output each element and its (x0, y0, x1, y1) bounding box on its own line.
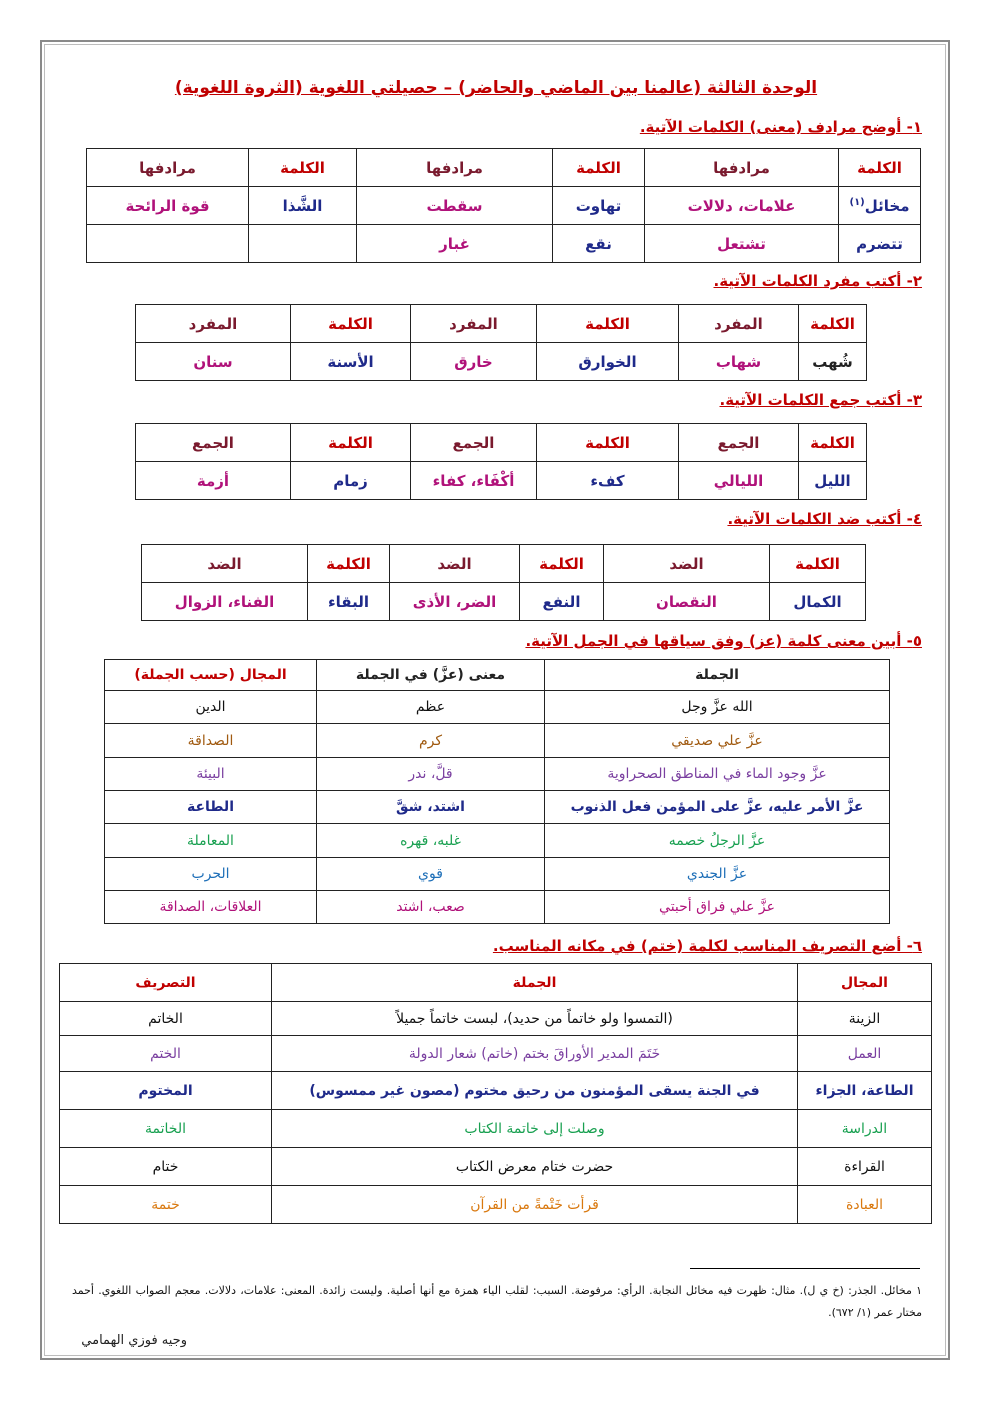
header-cell: الكلمة (839, 149, 921, 187)
word-cell: كفء (537, 462, 679, 500)
answer-cell: أزمة (136, 462, 291, 500)
header-cell: المفرد (411, 305, 537, 343)
table-row (105, 724, 890, 758)
answer-cell: الضر، الأذى (390, 583, 520, 621)
word-cell: تتضرم (839, 225, 921, 263)
header-cell: الكلمة (799, 305, 867, 343)
header-cell: الضد (604, 545, 770, 583)
header-cell: الكلمة (537, 305, 679, 343)
header-cell: الكلمة (249, 149, 357, 187)
footnote: ١ مخائل. الجذر: (خ ي ل). مثال: ظهرت فيه مخائل النجابة. الرأي: مرفوضة. السبب: لقلب الياء همزة مع أنها أصلية. وليست زائدة. المعنى: علامات، دلالات. معجم الصواب اللغوي. أحمد مختار عمر (١/ ٦٧٢). (72, 1284, 922, 1319)
form-cell: ختام (60, 1148, 272, 1186)
table-row (136, 343, 867, 381)
meaning-cell: قلَّ، ندر (317, 758, 545, 791)
q3-table (135, 423, 867, 500)
header-cell: الجملة (272, 964, 798, 1002)
domain-cell: الطاعة (105, 791, 317, 824)
meaning-cell: اشتد، شقَّ (317, 791, 545, 824)
header-cell: المجال (حسب الجملة) (105, 660, 317, 691)
answer-cell: شهاب (679, 343, 799, 381)
word-cell: الشَّذا (249, 187, 357, 225)
header-cell: الجمع (136, 424, 291, 462)
domain-cell: الطاعة، الجزاء (798, 1072, 932, 1110)
header-cell: الجمع (411, 424, 537, 462)
form-cell: الخاتمة (60, 1110, 272, 1148)
table-row (105, 691, 890, 724)
domain-cell: المعاملة (105, 824, 317, 858)
table-header-row (142, 545, 866, 583)
word-cell: مخائل$^{(١)}$ (839, 187, 921, 225)
domain-cell: الصداقة (105, 724, 317, 758)
table-row (87, 187, 921, 225)
domain-cell: العمل (798, 1036, 932, 1072)
author-signature: وجيه فوزي الهمامي (81, 1333, 187, 1348)
footnote-divider (690, 1268, 920, 1269)
domain-cell: البيئة (105, 758, 317, 791)
header-cell: الكلمة (799, 424, 867, 462)
q6-heading: ٦- أضع التصريف المناسب لكلمة (ختم) في مكانه المناسب. (492, 937, 922, 955)
table-row (105, 891, 890, 924)
word-cell: الأسنة (291, 343, 411, 381)
table-header-row (105, 660, 890, 691)
word-cell: الخوارق (537, 343, 679, 381)
table-header-row (60, 964, 932, 1002)
footnote-ref[interactable]: (١) (849, 196, 865, 208)
header-cell: التصريف (60, 964, 272, 1002)
table-row (60, 1002, 932, 1036)
answer-cell: الليالي (679, 462, 799, 500)
header-cell: مرادفها (87, 149, 249, 187)
header-cell: مرادفها (645, 149, 839, 187)
sentence-cell: الله عزَّ وجل (545, 691, 890, 724)
sentence-cell: عزَّ الجندي (545, 858, 890, 891)
q4-heading: ٤- أكتب ضد الكلمات الآتية. (727, 510, 922, 528)
answer-cell: علامات، دلالات (645, 187, 839, 225)
domain-cell: القراءة (798, 1148, 932, 1186)
answer-cell: غبار (357, 225, 553, 263)
header-cell: الكلمة (553, 149, 645, 187)
header-cell: الجملة (545, 660, 890, 691)
answer-cell: تشتعل (645, 225, 839, 263)
answer-cell: خارق (411, 343, 537, 381)
q2-heading: ٢- أكتب مفرد الكلمات الآتية. (713, 272, 922, 290)
header-cell: مرادفها (357, 149, 553, 187)
word-cell: البقاء (308, 583, 390, 621)
page-title: الوحدة الثالثة (عالمنا بين الماضي والحاضر) – حصيلتي اللغوية (الثروة اللغوية) (174, 78, 818, 98)
form-cell: المختوم (60, 1072, 272, 1110)
word-cell: زمام (291, 462, 411, 500)
answer-cell (87, 225, 249, 263)
sentence-cell: عزَّ علي صديقي (545, 724, 890, 758)
word-cell (249, 225, 357, 263)
header-cell: الكلمة (537, 424, 679, 462)
table-row (60, 1072, 932, 1110)
q5-table (104, 659, 890, 924)
q6-table (59, 963, 932, 1224)
table-row (105, 791, 890, 824)
table-header-row (87, 149, 921, 187)
q5-heading: ٥- أبين معنى كلمة (عز) وفق سياقها في الجمل الآتية. (525, 632, 922, 650)
answer-cell: أكْفَاء، كفاء (411, 462, 537, 500)
word-cell: تهاوت (553, 187, 645, 225)
form-cell: الخاتم (60, 1002, 272, 1036)
word-cell: الكمال (770, 583, 866, 621)
q1-heading: ١- أوضح مرادف (معنى) الكلمات الآتية. (639, 118, 922, 136)
table-row (142, 583, 866, 621)
table-row (105, 758, 890, 791)
q3-heading: ٣- أكتب جمع الكلمات الآتية. (719, 391, 922, 409)
table-row (105, 858, 890, 891)
meaning-cell: عظم (317, 691, 545, 724)
header-cell: الكلمة (291, 305, 411, 343)
sentence-cell: عزَّ الرجلُ خصمه (545, 824, 890, 858)
word-cell: نقع (553, 225, 645, 263)
table-header-row (136, 424, 867, 462)
sentence-cell: عزَّ وجود الماء في المناطق الصحراوية (545, 758, 890, 791)
header-cell: الجمع (679, 424, 799, 462)
table-row (87, 225, 921, 263)
answer-cell: سقطت (357, 187, 553, 225)
sentence-cell: في الجنة يسقى المؤمنون من رحيق مختوم (مصون غير ممسوس) (272, 1072, 798, 1110)
domain-cell: العبادة (798, 1186, 932, 1224)
answer-cell: النقصان (604, 583, 770, 621)
table-row (60, 1186, 932, 1224)
header-cell: الكلمة (308, 545, 390, 583)
header-cell: المجال (798, 964, 932, 1002)
sentence-cell: حضرت ختام معرض الكتاب (272, 1148, 798, 1186)
header-cell: الكلمة (291, 424, 411, 462)
meaning-cell: صعب، اشتد (317, 891, 545, 924)
table-row (60, 1036, 932, 1072)
table-row (105, 824, 890, 858)
sentence-cell: (التمسوا ولو خاتماً من حديد)، لبست خاتماً جميلاً (272, 1002, 798, 1036)
sentence-cell: وصلت إلى خاتمة الكتاب (272, 1110, 798, 1148)
q2-table (135, 304, 867, 381)
table-row (60, 1148, 932, 1186)
domain-cell: الزينة (798, 1002, 932, 1036)
meaning-cell: قوي (317, 858, 545, 891)
word-cell: الليل (799, 462, 867, 500)
domain-cell: العلاقات، الصداقة (105, 891, 317, 924)
sentence-cell: عزَّ علي فراق أحبتي (545, 891, 890, 924)
table-row (136, 462, 867, 500)
header-cell: الضد (142, 545, 308, 583)
q1-table (86, 148, 921, 263)
sentence-cell: خَتَمَ المدير الأوراقَ بختم (خاتم) شعار الدولة (272, 1036, 798, 1072)
answer-cell: الفناء، الزوال (142, 583, 308, 621)
answer-cell: قوة الرائحة (87, 187, 249, 225)
domain-cell: الحرب (105, 858, 317, 891)
q4-table (141, 544, 866, 621)
meaning-cell: كرم (317, 724, 545, 758)
sentence-cell: عزَّ الأمر عليه، عزَّ على المؤمن فعل الذنوب (545, 791, 890, 824)
word-cell: شُهب (799, 343, 867, 381)
form-cell: ختمة (60, 1186, 272, 1224)
word-cell: النفع (520, 583, 604, 621)
header-cell: المفرد (679, 305, 799, 343)
answer-cell: سنان (136, 343, 291, 381)
domain-cell: الدراسة (798, 1110, 932, 1148)
form-cell: الختم (60, 1036, 272, 1072)
header-cell: المفرد (136, 305, 291, 343)
header-cell: الكلمة (770, 545, 866, 583)
header-cell: معنى (عزَّ) في الجملة (317, 660, 545, 691)
meaning-cell: غلبه، قهره (317, 824, 545, 858)
table-row (60, 1110, 932, 1148)
table-header-row (136, 305, 867, 343)
domain-cell: الدين (105, 691, 317, 724)
header-cell: الكلمة (520, 545, 604, 583)
sentence-cell: قرأت خَتْمةً من القرآن (272, 1186, 798, 1224)
header-cell: الضد (390, 545, 520, 583)
